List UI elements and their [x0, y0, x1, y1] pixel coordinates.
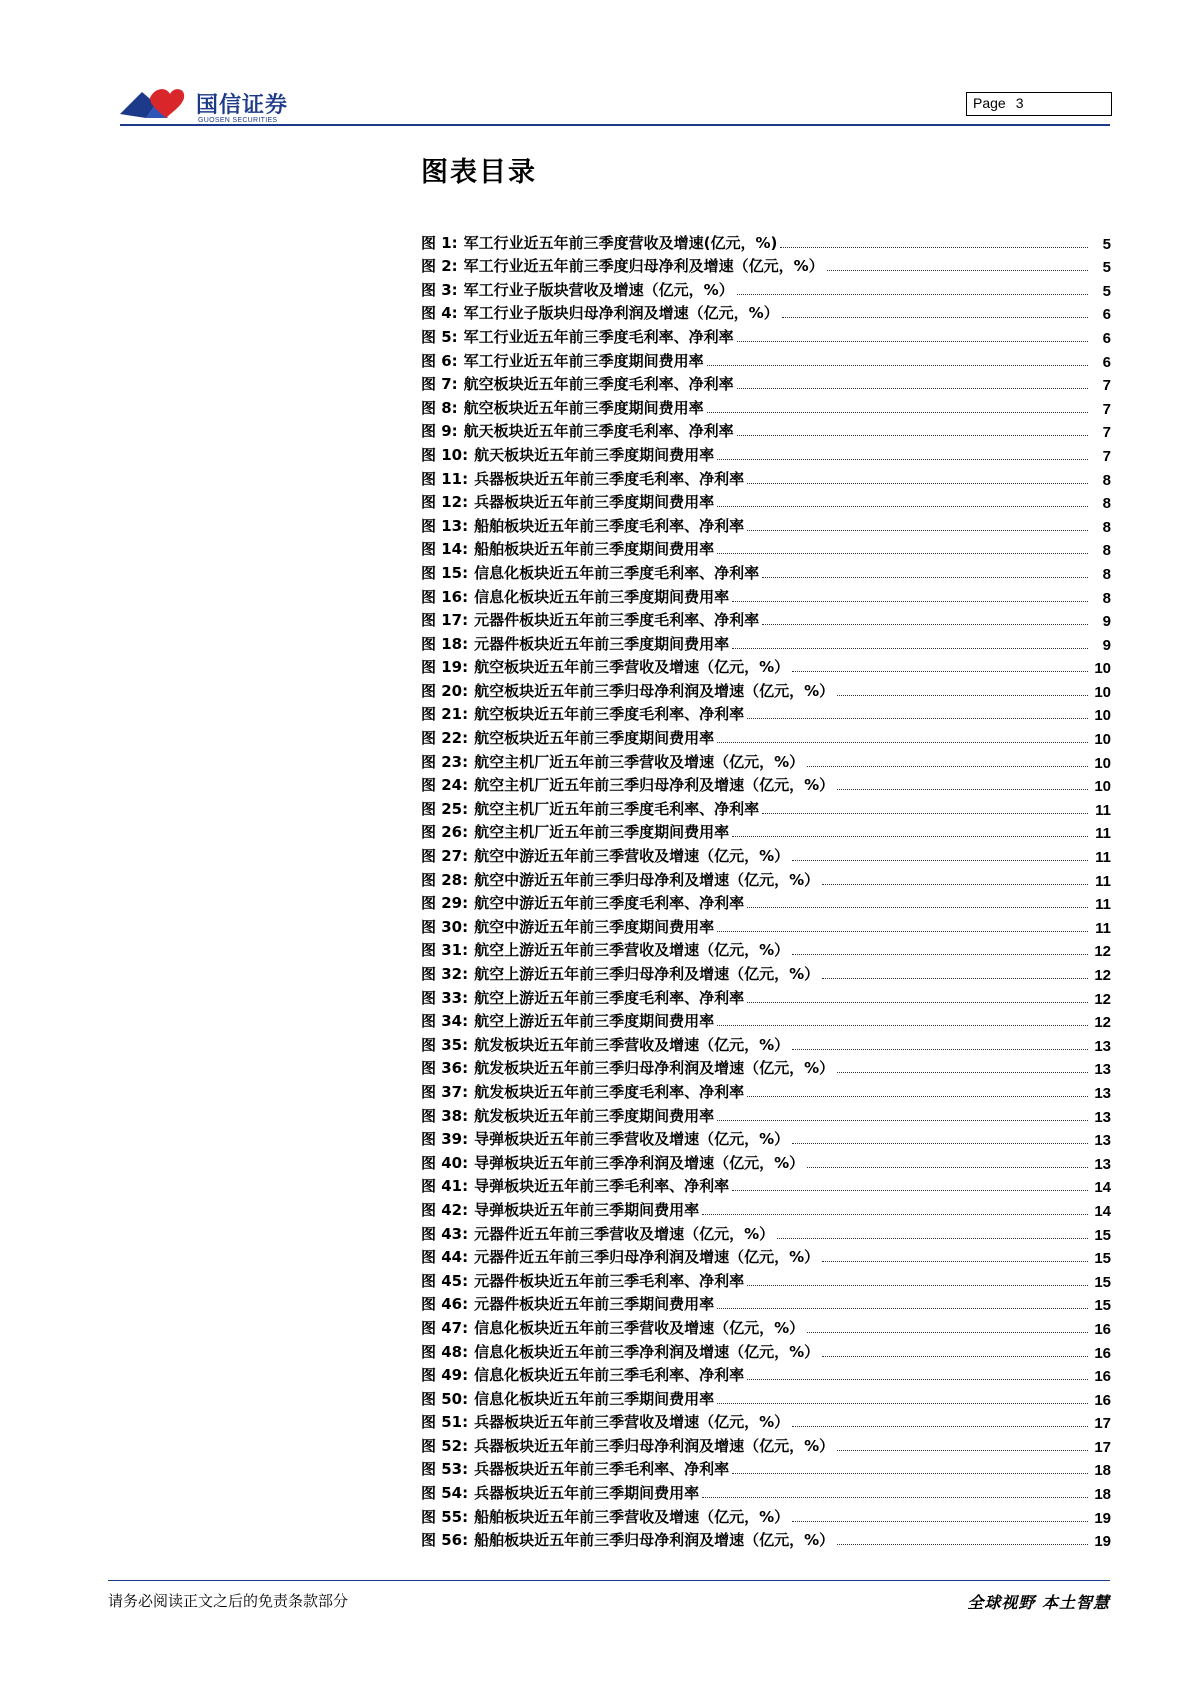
footer-slogan: 全球视野 本土智慧 [967, 1593, 1110, 1612]
toc-entry-page: 10 [1094, 660, 1111, 678]
toc-entry[interactable] [421, 323, 1111, 347]
toc-entry-figure-number: 图 33: [421, 988, 469, 1007]
toc-entry-leader [762, 576, 1088, 578]
toc-entry-page: 12 [1094, 990, 1111, 1008]
toc-entry-leader [732, 1189, 1088, 1191]
toc-entry-figure-number: 图 36: [421, 1059, 469, 1078]
toc-entry-title: 航空板块近五年前三季营收及增速（亿元，%） [474, 658, 790, 677]
toc-entry[interactable] [421, 276, 1111, 300]
toc-entry-title: 信息化板块近五年前三季营收及增速（亿元，%） [474, 1318, 805, 1337]
toc-entry[interactable] [421, 677, 1111, 701]
toc-entry-page: 8 [1102, 518, 1111, 536]
toc-entry-title: 航空主机厂近五年前三季归母净利及增速（亿元，%） [474, 776, 835, 795]
footer-disclaimer: 请务必阅读正文之后的免责条款部分 [108, 1592, 349, 1610]
page-indicator [966, 92, 1112, 116]
toc-entry[interactable] [421, 819, 1111, 843]
toc-entry-figure-number: 图 14: [421, 540, 469, 559]
toc-entry-figure-number: 图 48: [421, 1342, 469, 1361]
toc-entry-leader [747, 1378, 1088, 1380]
toc-entry-page: 6 [1102, 353, 1111, 371]
toc-entry-page: 12 [1094, 1014, 1111, 1032]
toc-entry-title: 航空主机厂近五年前三季营收及增速（亿元，%） [474, 752, 805, 771]
toc-entry-title: 兵器板块近五年前三季度毛利率、净利率 [474, 469, 745, 488]
toc-entry-figure-number: 图 47: [421, 1318, 469, 1337]
toc-entry-page: 10 [1094, 778, 1111, 796]
page-label: Page [973, 95, 1006, 111]
toc-entry-figure-number: 图 4: [421, 304, 458, 323]
toc-entry-page: 12 [1094, 967, 1111, 984]
toc-entry[interactable] [421, 394, 1111, 418]
toc-entry[interactable] [421, 1055, 1111, 1079]
toc-entry-title: 航空上游近五年前三季度毛利率、净利率 [474, 988, 745, 1007]
toc-entry[interactable] [421, 1196, 1111, 1220]
toc-entry-leader [837, 694, 1088, 696]
toc-entry-leader [837, 1071, 1088, 1073]
toc-entry-title: 导弹板块近五年前三季期间费用率 [474, 1200, 700, 1219]
toc-entry-title: 航空上游近五年前三季归母净利及增速（亿元，%） [474, 965, 820, 983]
toc-entry[interactable] [421, 1479, 1111, 1503]
toc-entry-figure-number: 图 12: [421, 493, 469, 512]
toc-entry-page: 18 [1094, 1462, 1111, 1480]
toc-entry-title: 航空板块近五年前三季度毛利率、净利率 [463, 375, 734, 394]
toc-entry-leader [792, 953, 1088, 955]
toc-entry-figure-number: 图 19: [421, 658, 469, 677]
toc-entry-figure-number: 图 11: [421, 469, 469, 488]
toc-entry-figure-number: 图 22: [421, 729, 469, 748]
toc-entry-title: 航空主机厂近五年前三季度期间费用率 [474, 823, 730, 842]
toc-entry[interactable] [421, 960, 1111, 984]
toc-entry[interactable] [421, 465, 1111, 489]
toc-entry[interactable] [421, 512, 1111, 536]
toc-entry-page: 7 [1102, 377, 1111, 395]
toc-entry-page: 8 [1102, 471, 1111, 489]
toc-entry[interactable] [421, 724, 1111, 748]
toc-entry-title: 航发板块近五年前三季营收及增速（亿元，%） [474, 1035, 790, 1054]
toc-entry-figure-number: 图 32: [421, 965, 469, 983]
toc-entry-title: 航空板块近五年前三季度期间费用率 [474, 729, 715, 748]
toc-entry-figure-number: 图 49: [421, 1366, 469, 1385]
toc-entry-title: 航空中游近五年前三季营收及增速（亿元，%） [474, 847, 790, 866]
toc-entry[interactable] [421, 890, 1111, 914]
toc-entry-title: 航天板块近五年前三季度毛利率、净利率 [463, 422, 734, 441]
toc-entry-page: 13 [1094, 1037, 1111, 1055]
toc-entry-page: 16 [1094, 1344, 1111, 1362]
toc-entry-leader [762, 623, 1088, 625]
toc-entry[interactable] [421, 701, 1111, 725]
toc-entry-figure-number: 图 37: [421, 1082, 469, 1101]
toc-entry-page: 10 [1094, 754, 1111, 772]
toc-entry-leader [792, 859, 1088, 861]
toc-entry[interactable] [421, 1244, 1111, 1268]
toc-entry-leader [747, 1001, 1088, 1003]
toc-title: 图表目录 [421, 157, 537, 188]
toc-entry-title: 军工行业近五年前三季度期间费用率 [463, 351, 704, 370]
toc-entry-page: 5 [1102, 282, 1111, 300]
toc-entry[interactable] [421, 1031, 1111, 1055]
toc-entry-title: 航空板块近五年前三季度毛利率、净利率 [474, 705, 745, 724]
toc-entry-page: 10 [1094, 707, 1111, 725]
toc-entry-title: 航空中游近五年前三季度期间费用率 [474, 917, 715, 936]
toc-entry[interactable] [421, 913, 1111, 937]
toc-entry-title: 航发板块近五年前三季归母净利润及增速（亿元，%） [474, 1059, 835, 1078]
toc-entry[interactable] [421, 1385, 1111, 1409]
toc-entry[interactable] [421, 1409, 1111, 1433]
toc-entry-leader [792, 1425, 1088, 1427]
toc-entry[interactable] [421, 1432, 1111, 1456]
toc-entry-title: 航发板块近五年前三季度期间费用率 [474, 1106, 715, 1125]
toc-entry-title: 航空中游近五年前三季归母净利及增速（亿元，%） [474, 870, 820, 889]
toc-entry[interactable] [421, 347, 1111, 371]
toc-entry-leader [732, 647, 1088, 649]
toc-entry-title: 元器件板块近五年前三季度期间费用率 [474, 634, 730, 653]
toc-entry-leader [747, 482, 1088, 484]
toc-entry-leader [807, 1331, 1088, 1333]
toc-entry-title: 军工行业近五年前三季度毛利率、净利率 [463, 327, 734, 346]
toc-entry-leader [782, 316, 1088, 318]
toc-entry-leader [822, 977, 1088, 979]
toc-entry-figure-number: 图 29: [421, 894, 469, 913]
toc-entry[interactable] [421, 607, 1111, 631]
toc-entry-title: 元器件板块近五年前三季毛利率、净利率 [474, 1271, 745, 1290]
toc-entry-figure-number: 图 30: [421, 917, 469, 936]
toc-entry-leader [707, 364, 1088, 366]
toc-entry[interactable] [421, 1102, 1111, 1126]
toc-entry-page: 19 [1094, 1509, 1111, 1527]
toc-entry-leader [737, 340, 1088, 342]
toc-entry-page: 15 [1094, 1297, 1111, 1315]
toc-entry[interactable] [421, 1126, 1111, 1150]
toc-entry-title: 元器件近五年前三季营收及增速（亿元，%） [474, 1224, 775, 1243]
toc-entry-leader [747, 529, 1088, 531]
toc-entry[interactable] [421, 1173, 1111, 1197]
toc-entry-title: 导弹板块近五年前三季净利润及增速（亿元，%） [474, 1153, 805, 1172]
toc-entry[interactable] [421, 441, 1111, 465]
toc-entry-leader [747, 717, 1088, 719]
toc-entry-leader [732, 835, 1088, 837]
toc-entry-title: 船舶板块近五年前三季归母净利润及增速（亿元，%） [474, 1531, 835, 1550]
toc-entry-title: 航空板块近五年前三季归母净利润及增速（亿元，%） [474, 681, 835, 700]
toc-entry-title: 兵器板块近五年前三季归母净利润及增速（亿元，%） [474, 1436, 835, 1455]
toc-entry-page: 6 [1102, 306, 1111, 324]
toc-entry-page: 18 [1094, 1486, 1111, 1504]
toc-entry-page: 13 [1094, 1084, 1111, 1102]
toc-entry[interactable] [421, 1267, 1111, 1291]
toc-entry-title: 船舶板块近五年前三季度期间费用率 [474, 540, 715, 559]
toc-entry-title: 航空主机厂近五年前三季度毛利率、净利率 [474, 799, 760, 818]
toc-entry-figure-number: 图 26: [421, 823, 469, 842]
toc-entry-leader [747, 1284, 1088, 1286]
toc-entry-figure-number: 图 51: [421, 1413, 469, 1432]
toc-entry-title: 元器件近五年前三季归母净利润及增速（亿元，%） [474, 1248, 820, 1267]
toc-entry-title: 航发板块近五年前三季度毛利率、净利率 [474, 1082, 745, 1101]
toc-entry-page: 11 [1095, 849, 1111, 867]
toc-entry-figure-number: 图 52: [421, 1436, 469, 1455]
toc-entry-leader [717, 1119, 1088, 1121]
brand-name-cn: 国信证券 [196, 93, 289, 118]
toc-entry-page: 13 [1094, 1132, 1111, 1150]
toc-entry-leader [837, 1449, 1088, 1451]
toc-entry-page: 13 [1094, 1061, 1111, 1079]
toc-entry-figure-number: 图 45: [421, 1271, 469, 1290]
guosen-logo-icon [120, 84, 192, 124]
toc-entry-figure-number: 图 8: [421, 398, 458, 417]
toc-entry-leader [732, 600, 1088, 602]
toc-entry-figure-number: 图 20: [421, 681, 469, 700]
toc-entry-figure-number: 图 5: [421, 327, 458, 346]
toc-entry-page: 13 [1094, 1155, 1111, 1173]
toc-entry-leader [837, 1543, 1088, 1545]
toc-entry[interactable] [421, 772, 1111, 796]
toc-entry-figure-number: 图 16: [421, 587, 469, 606]
toc-entry[interactable] [421, 1291, 1111, 1315]
toc-entry-page: 10 [1094, 731, 1111, 749]
toc-entry-page: 5 [1102, 259, 1111, 277]
toc-entry-page: 15 [1094, 1226, 1111, 1244]
toc-entry-title: 元器件板块近五年前三季度毛利率、净利率 [474, 611, 760, 630]
toc-entry-leader [702, 1496, 1088, 1498]
toc-entry-page: 9 [1102, 636, 1111, 654]
toc-entry-leader [807, 1166, 1088, 1168]
toc-entry-leader [777, 1237, 1088, 1239]
toc-entry-page: 7 [1102, 447, 1111, 465]
brand-name-en: GUOSEN SECURITIES [198, 117, 278, 124]
toc-entry-figure-number: 图 31: [421, 941, 469, 960]
toc-entry-page: 7 [1102, 400, 1111, 418]
toc-entry-leader [707, 411, 1088, 413]
toc-entry[interactable] [421, 630, 1111, 654]
toc-entry-figure-number: 图 18: [421, 634, 469, 653]
toc-entry-leader [737, 387, 1088, 389]
toc-entry-page: 15 [1094, 1273, 1111, 1291]
toc-entry-leader [702, 1213, 1088, 1215]
toc-entry-figure-number: 图 35: [421, 1035, 469, 1054]
toc-entry-page: 17 [1094, 1438, 1111, 1456]
toc-entry-figure-number: 图 54: [421, 1484, 469, 1503]
toc-entry-title: 兵器板块近五年前三季营收及增速（亿元，%） [474, 1413, 790, 1432]
toc-entry-page: 10 [1094, 683, 1111, 701]
toc-entry-title: 船舶板块近五年前三季度毛利率、净利率 [474, 516, 745, 535]
toc-entry-figure-number: 图 10: [421, 445, 469, 464]
toc-entry-figure-number: 图 55: [421, 1507, 469, 1526]
toc-entry-leader [717, 458, 1088, 460]
toc-entry[interactable] [421, 536, 1111, 560]
toc-entry-figure-number: 图 43: [421, 1224, 469, 1243]
toc-entry-page: 15 [1094, 1250, 1111, 1268]
toc-entry-page: 8 [1102, 589, 1111, 607]
toc-entry-page: 5 [1102, 235, 1111, 253]
toc-entry-leader [717, 552, 1088, 554]
toc-entry[interactable] [421, 253, 1111, 277]
toc-entry-figure-number: 图 9: [421, 422, 458, 441]
toc-entry[interactable] [421, 1078, 1111, 1102]
toc-entry[interactable] [421, 866, 1111, 890]
footer-divider [108, 1580, 1110, 1581]
toc-entry[interactable] [421, 1503, 1111, 1527]
toc-entry-page: 16 [1094, 1391, 1111, 1409]
page-header [120, 84, 1110, 130]
toc-entry[interactable] [421, 229, 1111, 253]
toc-entry-leader [792, 1520, 1088, 1522]
toc-entry[interactable] [421, 1338, 1111, 1362]
toc-entry[interactable] [421, 1008, 1111, 1032]
toc-entry-figure-number: 图 25: [421, 799, 469, 818]
toc-entry-page: 11 [1095, 919, 1111, 937]
toc-entry[interactable] [421, 748, 1111, 772]
toc-entry-leader [717, 741, 1088, 743]
toc-entry-title: 信息化板块近五年前三季净利润及增速（亿元，%） [474, 1342, 820, 1361]
toc-entry[interactable] [421, 489, 1111, 513]
toc-entry-title: 导弹板块近五年前三季毛利率、净利率 [474, 1177, 730, 1196]
toc-entry-figure-number: 图 17: [421, 611, 469, 630]
toc-entry-page: 19 [1094, 1533, 1111, 1551]
toc-entry-leader [737, 293, 1088, 295]
toc-entry-figure-number: 图 27: [421, 847, 469, 866]
toc-entry-page: 11 [1095, 896, 1111, 914]
toc-entry-figure-number: 图 46: [421, 1295, 469, 1314]
toc-entry-leader [780, 246, 1088, 248]
toc-entry-title: 军工行业子版块营收及增速（亿元，%） [463, 280, 734, 299]
toc-entry-figure-number: 图 1: [421, 233, 458, 252]
toc-entry-page: 8 [1102, 495, 1111, 513]
toc-entry-title: 元器件板块近五年前三季期间费用率 [474, 1295, 715, 1314]
toc-entry-figure-number: 图 15: [421, 563, 469, 582]
toc-entry-leader [837, 788, 1088, 790]
toc-entry-leader [822, 1355, 1088, 1357]
toc-entry-figure-number: 图 2: [421, 257, 458, 276]
toc-entry[interactable] [421, 984, 1111, 1008]
toc-entry-figure-number: 图 38: [421, 1106, 469, 1125]
toc-entry[interactable] [421, 937, 1111, 961]
toc-entry-leader [792, 670, 1088, 672]
toc-entry[interactable] [421, 1527, 1111, 1551]
toc-entry-leader [732, 1472, 1088, 1474]
toc-entry-figure-number: 图 28: [421, 870, 469, 889]
toc-entry-title: 军工行业近五年前三季度归母净利及增速（亿元，%） [463, 257, 824, 276]
toc-entry-leader [792, 1048, 1088, 1050]
toc-entry[interactable] [421, 300, 1111, 324]
toc-entry-page: 11 [1095, 872, 1111, 890]
toc-entry-title: 信息化板块近五年前三季毛利率、净利率 [474, 1366, 745, 1385]
toc-entry-figure-number: 图 44: [421, 1248, 469, 1267]
toc-entry[interactable] [421, 1314, 1111, 1338]
toc-entry[interactable] [421, 371, 1111, 395]
toc-entry[interactable] [421, 795, 1111, 819]
toc-entry-leader [717, 1402, 1088, 1404]
toc-entry-figure-number: 图 21: [421, 705, 469, 724]
header-divider [120, 124, 1110, 126]
toc-entry-page: 11 [1095, 825, 1111, 843]
toc-entry[interactable] [421, 1220, 1111, 1244]
toc-entry-title: 信息化板块近五年前三季期间费用率 [474, 1389, 715, 1408]
toc-entry-page: 16 [1094, 1368, 1111, 1386]
toc-entry-title: 信息化板块近五年前三季度期间费用率 [474, 587, 730, 606]
toc-entry[interactable] [421, 418, 1111, 442]
toc-entry-title: 军工行业子版块归母净利润及增速（亿元，%） [463, 304, 779, 323]
toc-entry-leader [762, 812, 1088, 814]
toc-entry-leader [717, 930, 1088, 932]
toc-entry-leader [827, 269, 1088, 271]
toc-entry-leader [822, 1260, 1088, 1262]
toc-entry[interactable] [421, 559, 1111, 583]
toc-entry-leader [737, 434, 1088, 436]
toc-entry-title: 航天板块近五年前三季度期间费用率 [474, 445, 715, 464]
toc-entry[interactable] [421, 583, 1111, 607]
figure-list [421, 229, 1111, 1550]
toc-entry-figure-number: 图 40: [421, 1153, 469, 1172]
toc-entry-leader [717, 505, 1088, 507]
toc-entry-figure-number: 图 34: [421, 1012, 469, 1031]
toc-entry-leader [717, 1024, 1088, 1026]
toc-entry-page: 11 [1095, 801, 1111, 819]
toc-entry-figure-number: 图 39: [421, 1130, 469, 1149]
toc-entry-figure-number: 图 24: [421, 776, 469, 795]
toc-entry-title: 航空中游近五年前三季度毛利率、净利率 [474, 894, 745, 913]
toc-entry-leader [717, 1307, 1088, 1309]
toc-entry-title: 航空上游近五年前三季营收及增速（亿元，%） [474, 941, 790, 960]
toc-entry-page: 7 [1102, 424, 1111, 442]
toc-entry-page: 13 [1094, 1108, 1111, 1126]
toc-entry-figure-number: 图 56: [421, 1531, 469, 1550]
toc-entry-figure-number: 图 23: [421, 752, 469, 771]
toc-entry-page: 14 [1094, 1202, 1111, 1220]
toc-entry-title: 导弹板块近五年前三季营收及增速（亿元，%） [474, 1130, 790, 1149]
toc-entry-leader [747, 1095, 1088, 1097]
toc-entry-page: 6 [1102, 329, 1111, 347]
toc-entry-figure-number: 图 53: [421, 1460, 469, 1479]
toc-entry[interactable] [421, 1362, 1111, 1386]
toc-entry-page: 8 [1102, 542, 1111, 560]
toc-entry-title: 航空板块近五年前三季度期间费用率 [463, 398, 704, 417]
toc-entry-figure-number: 图 6: [421, 351, 458, 370]
toc-entry-figure-number: 图 7: [421, 375, 458, 394]
toc-entry-leader [792, 1142, 1088, 1144]
toc-entry-page: 12 [1094, 943, 1111, 961]
toc-entry-title: 兵器板块近五年前三季度期间费用率 [474, 493, 715, 512]
toc-entry-figure-number: 图 13: [421, 516, 469, 535]
page-number: 3 [1015, 95, 1024, 111]
toc-entry-page: 14 [1094, 1179, 1111, 1197]
toc-entry[interactable] [421, 842, 1111, 866]
toc-entry-figure-number: 图 3: [421, 280, 458, 299]
toc-entry-page: 9 [1102, 613, 1111, 631]
toc-entry-leader [747, 906, 1088, 908]
toc-entry-page: 8 [1102, 565, 1111, 583]
toc-entry-title: 兵器板块近五年前三季毛利率、净利率 [474, 1460, 730, 1479]
toc-entry-figure-number: 图 41: [421, 1177, 469, 1196]
toc-entry-page: 16 [1094, 1320, 1111, 1338]
toc-entry-title: 信息化板块近五年前三季度毛利率、净利率 [474, 563, 760, 582]
toc-entry-leader [822, 883, 1088, 885]
toc-entry-title: 兵器板块近五年前三季期间费用率 [474, 1484, 700, 1503]
toc-entry[interactable] [421, 1149, 1111, 1173]
toc-entry-leader [807, 765, 1088, 767]
toc-entry-figure-number: 图 42: [421, 1200, 469, 1219]
toc-entry[interactable] [421, 654, 1111, 678]
toc-entry-figure-number: 图 50: [421, 1389, 469, 1408]
toc-entry-page: 17 [1094, 1415, 1111, 1433]
toc-entry-title: 船舶板块近五年前三季营收及增速（亿元，%） [474, 1507, 790, 1526]
toc-entry-title: 航空上游近五年前三季度期间费用率 [474, 1012, 715, 1031]
toc-entry[interactable] [421, 1456, 1111, 1480]
toc-entry-title: 军工行业近五年前三季度营收及增速(亿元，%) [463, 233, 778, 252]
